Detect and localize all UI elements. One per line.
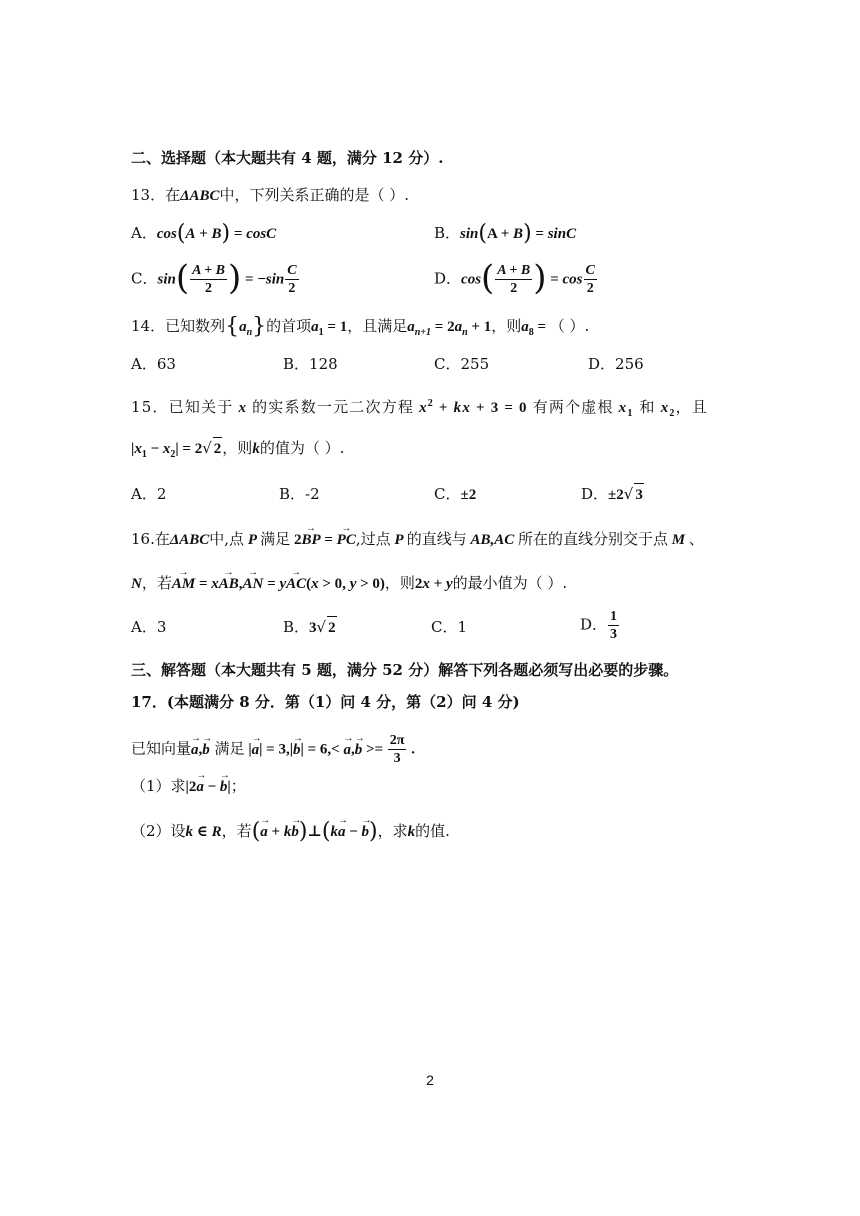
q14-option-a[interactable]: A．63	[131, 355, 176, 373]
q15-option-b[interactable]: B．-2	[279, 485, 320, 503]
q15-stem-line2: $|x_1 - x_2| = 2√$ 2，则k的值为（ ）.	[131, 439, 345, 460]
q14-option-d[interactable]: D．256	[588, 355, 644, 373]
q13-option-a[interactable]: A．cos(A + B) = cosC	[131, 221, 277, 246]
q14-option-b[interactable]: B．128	[283, 355, 338, 373]
q15-option-d[interactable]: D．±2√ 3	[581, 483, 644, 506]
section2-heading: 二、选择题（本大题共有 4 题，满分 12 分）.	[131, 149, 444, 167]
q16-option-c[interactable]: C．1	[431, 618, 468, 636]
q17-given: 已知向量→ a,→ b 满足 |→ a| = 3,|→ b| = 6,< → a,→ b >= $\frac{2\pi}{3}$ .	[131, 732, 740, 767]
q13-stem: 13．在ΔABC中，下列关系正确的是（ ）.	[131, 186, 410, 204]
q16-stem: 16.在ΔABC中,点 P 满足 2→ BP = → PC,过点 P 的直线与 AB,AC 所在的直线分别交于点 M 、	[131, 528, 740, 551]
q15-option-c[interactable]: C．±2	[434, 485, 477, 503]
q17-part1: （1）求|2→ a − → b|；	[131, 775, 740, 798]
q13-option-b[interactable]: B．sin(A + B) = sinC	[434, 221, 577, 246]
q13-option-c[interactable]: C．sin( $\frac{A + B}{2}$ ) = −sin $\frac{C}{2}$	[131, 257, 297, 298]
page-number: 2	[426, 1072, 434, 1088]
q14-option-c[interactable]: C．255	[434, 355, 490, 373]
q16-option-a[interactable]: A．3	[131, 618, 167, 636]
q16-option-d[interactable]: D． $\frac{1}{3}$	[580, 609, 618, 642]
q15-stem: 15．已知关于 x 的实系数一元二次方程 $x^2$ + kx + 3 = 0 有两个虚根 $x_1$ 和 $x_2$，且	[131, 398, 709, 419]
q17-part2: （2）设k ∈ R，若(→ a + k→ b)⊥(k→ a − → b)，求k的值.	[131, 820, 740, 843]
section3-heading: 三、解答题（本大题共有 5 题，满分 52 分）解答下列各题必须写出必要的步骤。	[131, 661, 679, 679]
q16-stem-line2: N，若→ AM = x→ AB,→ AN = y→ AC(x > 0, y > 0)，则2x + y的最小值为（ ）.	[131, 572, 740, 595]
q13-option-d[interactable]: D．cos( $\frac{A + B}{2}$ ) = cos $\frac{C}{2}$	[434, 257, 595, 298]
q17-heading: 17．(本题满分 8 分．第（1）问 4 分，第（2）问 4 分)	[131, 693, 520, 711]
q15-option-a[interactable]: A．2	[131, 485, 167, 503]
q14-stem: 14．已知数列$\{a_n\}$的首项$a_1 = 1$，且满足$a_{n+1} = 2a_n + 1$，则$a_8$ = （ ）.	[131, 314, 590, 339]
q16-option-b[interactable]: B．3√ 2	[283, 616, 337, 639]
